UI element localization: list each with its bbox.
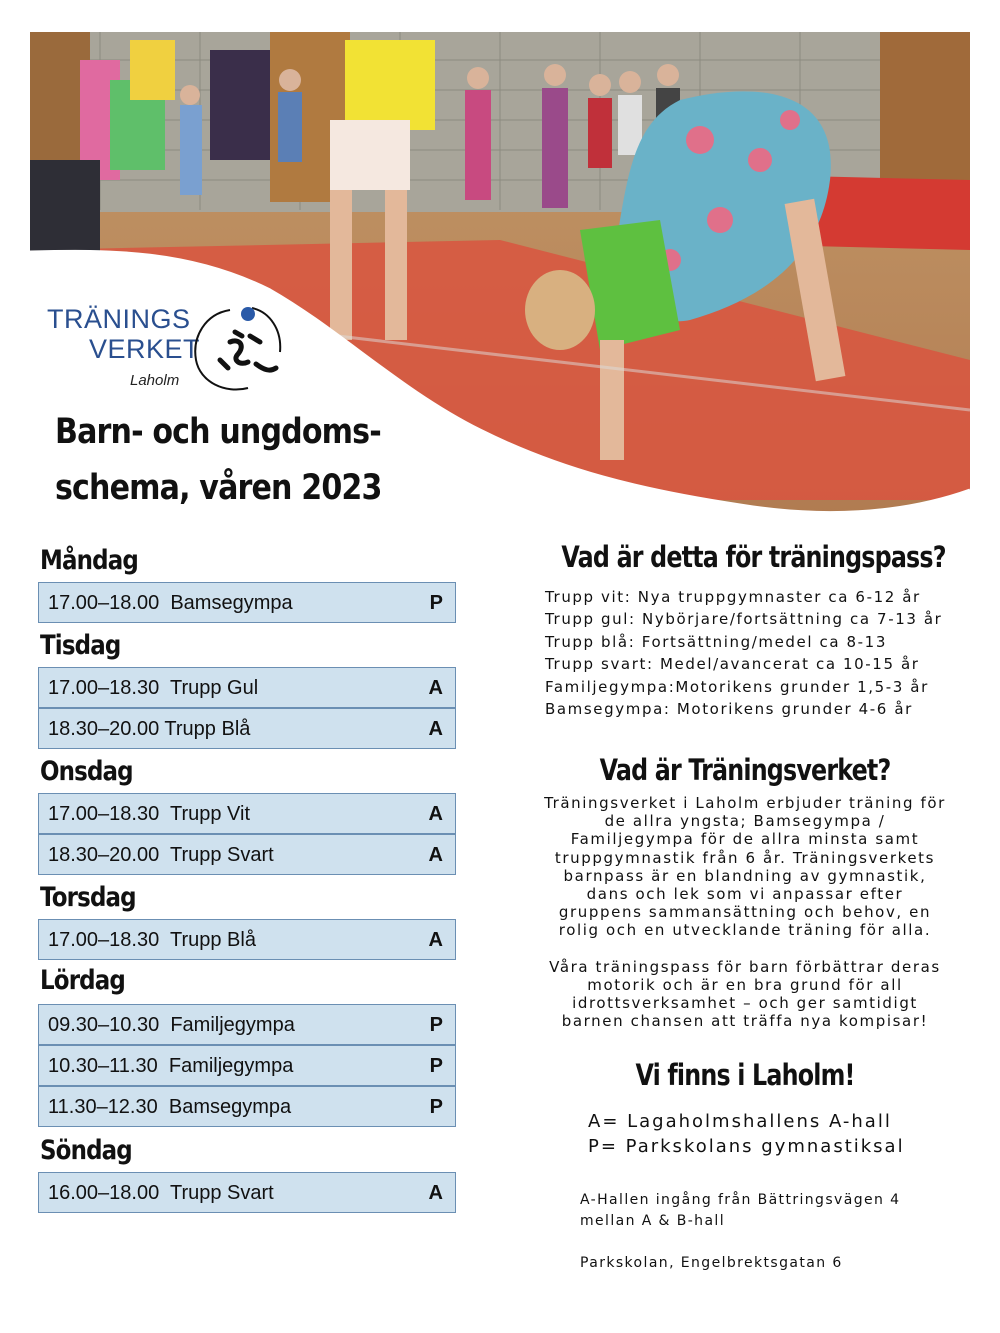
slot-text: 11.30–12.30 Bamsegympa [48,1096,292,1118]
list-item: Trupp vit: Nya truppgymnaster ca 6-12 år [545,588,921,606]
slot-location: P [429,1055,443,1077]
text-line: motorik och är en bra grund för all [587,975,903,994]
slot-location: A [428,677,443,699]
schedule-slot [38,919,456,960]
gymnast-logo-icon [190,302,290,394]
page-title [55,404,416,516]
schedule-slot [38,1172,456,1213]
slot-location: A [428,844,443,866]
schedule-slot [38,708,456,749]
slot-text: 17.00–18.30 Trupp Blå [48,929,256,951]
logo-line-1: TRÄNINGS [47,304,191,334]
slot-location: A [428,1182,443,1204]
slot-text: 17.00–18.00 Bamsegympa [48,592,293,614]
text-line: rolig och en utvecklande träning för alla. [558,921,932,940]
legend-a: A= Lagaholmshallens A-hall [588,1111,892,1132]
schedule-slot [38,582,456,623]
about-heading: Vad är Träningsverket? [599,753,891,787]
list-item: Trupp blå: Fortsättning/medel ca 8-13 [545,632,887,651]
text-line: barnpass är en blandning av gymnastik, [563,866,927,885]
location-heading: Vi finns i Laholm! [635,1058,855,1092]
schedule-slot [38,1086,456,1127]
slot-location: P [429,592,443,614]
schedule-slot [38,1004,456,1045]
schedule-slot [38,834,456,875]
pass-info-heading: Vad är detta för träningspass? [561,540,946,574]
slot-text: 17.00–18.30 Trupp Gul [48,677,259,699]
slot-text: 18.30–20.00 Trupp Svart [48,844,274,866]
text-line: truppgymnastik från 6 år. Träningsverkets [554,848,936,867]
list-item: Trupp gul: Nybörjare/fortsättning ca 7-13 år [545,610,943,629]
location-legend [588,1109,905,1159]
slot-location: A [428,718,443,740]
slot-text: 09.30–10.30 Familjegympa [48,1014,295,1036]
text-line: Familjegympa för de allra minsta samt [570,830,920,849]
slot-text: 17.00–18.30 Trupp Vit [48,803,251,825]
text-line: gruppens sammansättning och behov, en [558,903,932,922]
text-line: dans och lek som vi anpassar efter [586,885,904,904]
title-line-2: schema, våren 2023 [55,468,382,508]
title-line-1: Barn- och ungdoms- [55,412,381,452]
legend-p: P= Parkskolans gymnastiksal [588,1136,905,1157]
day-heading-tuesday: Tisdag [40,630,121,661]
logo-line-2: VERKET [89,334,201,364]
logo-place: Laholm [130,372,180,389]
text-line: Träningsverket i Laholm erbjuder träning för [544,794,946,812]
slot-text: 16.00–18.00 Trupp Svart [48,1182,274,1204]
pass-info-list [545,586,942,720]
address-p: Parkskolan, Engelbrektsgatan 6 [580,1255,843,1271]
slot-location: P [429,1096,443,1118]
addresses [580,1190,900,1274]
spacer [580,1232,900,1253]
text-line: idrottsverksamhet – och ger samtidigt [572,994,918,1013]
list-item: Bamsegympa: Motorikens grunder 4-6 år [545,700,913,719]
day-heading-sunday: Söndag [40,1135,132,1166]
about-text [520,794,970,1030]
day-heading-wednesday: Onsdag [40,756,133,787]
about-paragraph-1 [520,794,970,940]
schedule-slot [38,793,456,834]
list-item: Familjegympa:Motorikens grunder 1,5-3 år [545,677,929,696]
list-item: Trupp svart: Medel/avancerat ca 10-15 år [545,655,920,674]
logo [44,300,294,400]
about-paragraph-2 [520,958,970,1031]
text-line: Våra träningspass för barn förbättrar deras [549,957,941,976]
text-line: de allra yngsta; Bamsegympa / [604,812,886,831]
day-heading-saturday: Lördag [40,965,125,996]
slot-location: P [429,1014,443,1036]
schedule-slot [38,1045,456,1086]
day-heading-monday: Måndag [40,545,138,576]
address-a-line-2: mellan A & B-hall [580,1213,726,1229]
slot-text: 10.30–11.30 Familjegympa [48,1055,294,1077]
slot-location: A [428,803,443,825]
text-line: barnen chansen att träffa nya kompisar! [561,1012,929,1031]
day-heading-thursday: Torsdag [40,882,136,913]
slot-text: 18.30–20.00 Trupp Blå [48,718,251,740]
slot-location: A [428,929,443,951]
address-a-line-1: A-Hallen ingång från Bättringsvägen 4 [580,1192,901,1208]
schedule-slot [38,667,456,708]
